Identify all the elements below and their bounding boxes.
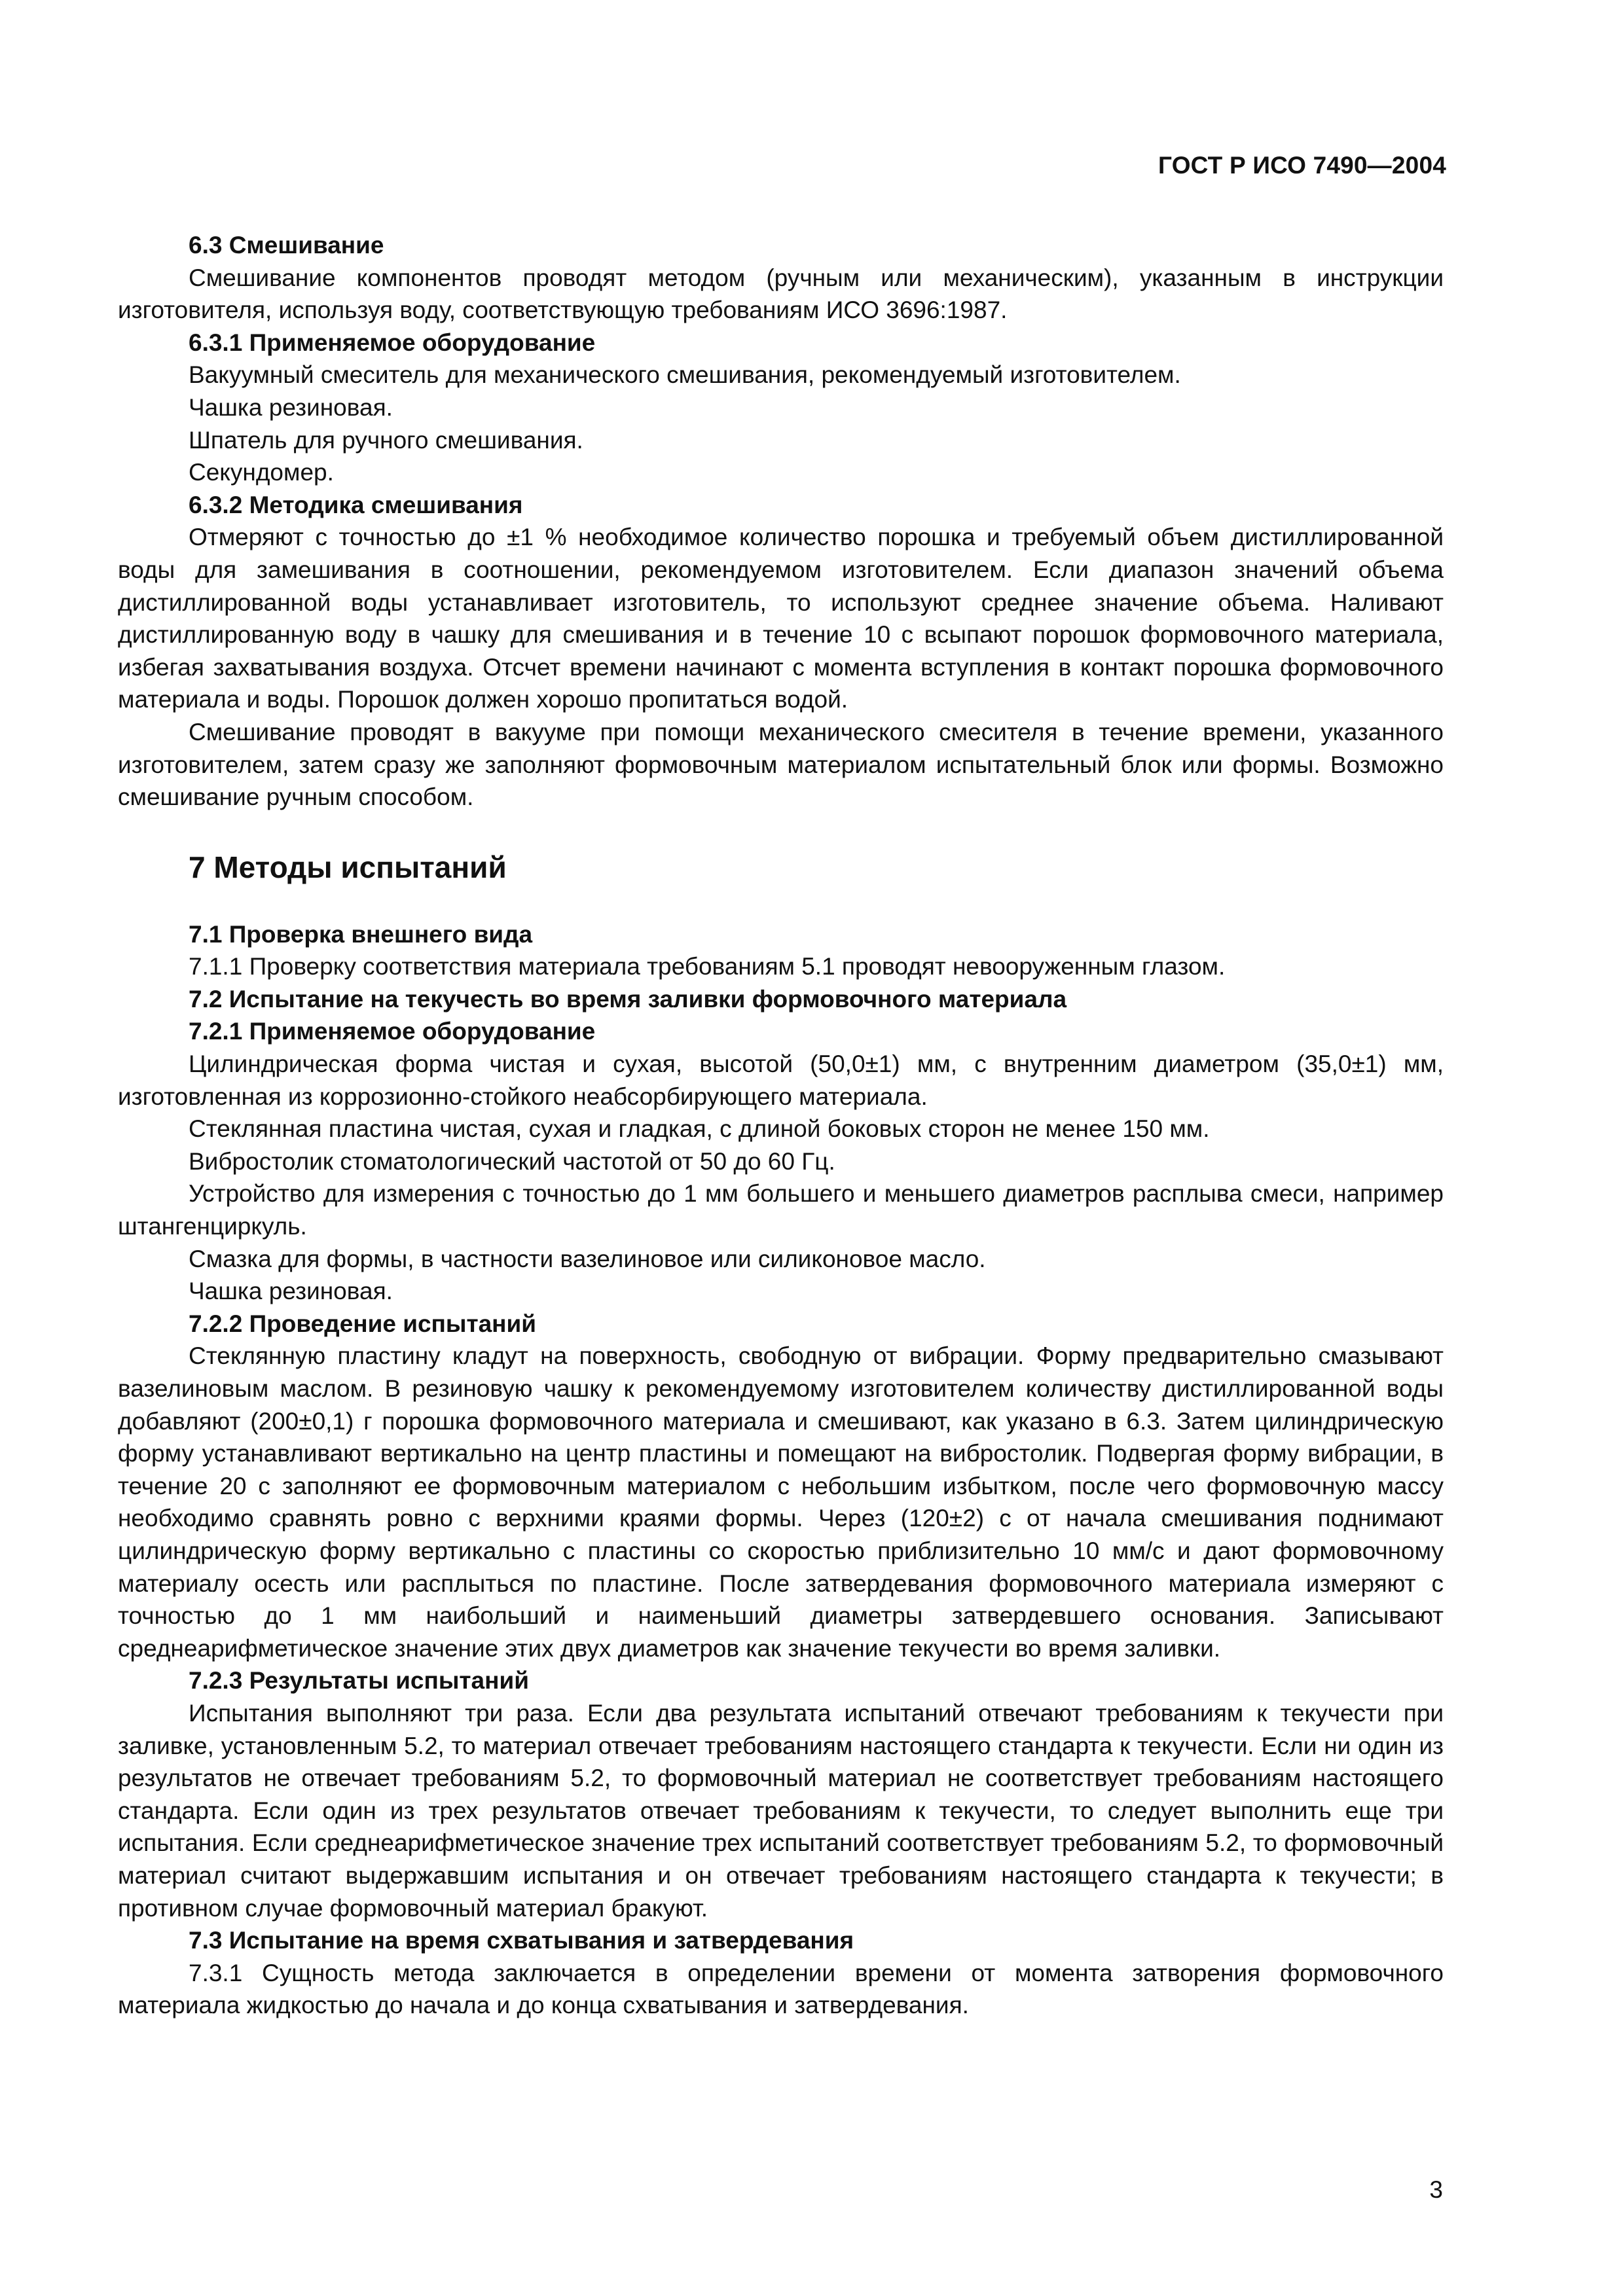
section-6-3-2-paragraph-1: Отмеряют с точностью до ±1 % необходимое количество порошка и требуемый объем дистиллированной воды для замешивания в соотношении, рекомендуемом изготовителем. Если диапазон значений объема дистиллированной воды устанавливает изготовитель, то используют среднее значение объема. Наливают дистиллированную воду в чашку для смешивания и в течение 10 с всыпают порошок формовочного материала, избегая захватывания воздуха. Отсчет времени начинают с момента вступления в контакт порошка формовочного материала и воды. Порошок должен хорошо пропитаться водой. xyxy=(118,524,1444,713)
equipment-item: Шпатель для ручного смешивания. xyxy=(189,426,583,454)
section-7-1-heading: 7.1 Проверка внешнего вида xyxy=(189,920,533,948)
equipment-item: Чашка резиновая. xyxy=(189,393,393,421)
section-7-2-1-paragraph-5: Смазка для формы, в частности вазелиновое или силиконовое масло. xyxy=(189,1245,986,1272)
section-6-3-1-heading: 6.3.1 Применяемое оборудование xyxy=(189,329,596,356)
section-7-3-heading: 7.3 Испытание на время схватывания и затвердевания xyxy=(189,1927,854,1954)
section-7-2-1-paragraph-4: Устройство для измерения с точностью до 1 мм большего и меньшего диаметров расплыва смеси, например штангенциркуль. xyxy=(118,1180,1444,1240)
section-7-2-1-heading: 7.2.1 Применяемое оборудование xyxy=(189,1018,596,1045)
section-7-2-1-paragraph-3: Вибростолик стоматологический частотой от 50 до 60 Гц. xyxy=(189,1147,835,1175)
document-header: ГОСТ Р ИСО 7490—2004 xyxy=(1158,152,1446,179)
section-7-1-1-paragraph: 7.1.1 Проверку соответствия материала требованиям 5.1 проводят невооруженным глазом. xyxy=(189,953,1226,980)
equipment-item: Секундомер. xyxy=(189,459,334,486)
section-7-2-3-heading: 7.2.3 Результаты испытаний xyxy=(189,1667,529,1695)
section-6-3-paragraph: Смешивание компонентов проводят методом (ручным или механическим), указанным в инструкции изготовителя, используя воду, соответствующую требованиям ИСО 3696:1987. xyxy=(118,264,1444,324)
section-6-3-2-heading: 6.3.2 Методика смешивания xyxy=(189,491,523,518)
section-7-2-1-paragraph-6: Чашка резиновая. xyxy=(189,1278,393,1305)
section-7-2-1-paragraph-1: Цилиндрическая форма чистая и сухая, высотой (50,0±1) мм, с внутренним диаметром (35,0±1) мм, изготовленная из коррозионно-стойкого неабсорбирующего материала. xyxy=(118,1050,1444,1110)
section-6-3-2-paragraph-2: Смешивание проводят в вакууме при помощи механического смесителя в течение времени, указанного изготовителем, затем сразу же заполняют формовочным материалом испытательный блок или формы. Возможно смешивание ручным способом. xyxy=(118,718,1444,811)
section-7-2-heading: 7.2 Испытание на текучесть во время заливки формовочного материала xyxy=(189,985,1067,1013)
page-number: 3 xyxy=(1429,2176,1443,2203)
section-7-2-1-paragraph-2: Стеклянная пластина чистая, сухая и гладкая, с длиной боковых сторон не менее 150 мм. xyxy=(189,1115,1210,1143)
equipment-item: Вакуумный смеситель для механического смешивания, рекомендуемый изготовителем. xyxy=(189,361,1181,389)
section-7-heading: 7 Методы испытаний xyxy=(189,850,507,884)
document-body xyxy=(118,229,1444,2022)
section-7-3-1-paragraph: 7.3.1 Сущность метода заключается в определении времени от момента затворения формовочного материала жидкостью до начала и до конца схватывания и затвердевания. xyxy=(118,1959,1444,2019)
section-6-3-heading: 6.3 Смешивание xyxy=(189,232,384,259)
section-7-2-3-paragraph: Испытания выполняют три раза. Если два результата испытаний отвечают требованиям к текучести при заливке, установленным 5.2, то материал отвечает требованиям настоящего стандарта к текучести. Если ни один из результатов не отвечает требованиям 5.2, то формовочный материал не соответствует требованиям настоящего стандарта. Если один из трех результатов отвечает требованиям к текучести, то следует выполнить еще три испытания. Если среднеарифметическое значение трех испытаний соответствует требованиям 5.2, то формовочный материал считают выдержавшим испытания и он отвечает требованиям настоящего стандарта к текучести; в противном случае формовочный материал бракуют. xyxy=(118,1699,1444,1922)
section-7-2-2-heading: 7.2.2 Проведение испытаний xyxy=(189,1310,537,1337)
section-7-2-2-paragraph: Стеклянную пластину кладут на поверхность, свободную от вибрации. Форму предварительно смазывают вазелиновым маслом. В резиновую чашку к рекомендуемому изготовителем количеству дистиллированной воды добавляют (200±0,1) г порошка формовочного материала и смешивают, как указано в 6.3. Затем цилиндрическую форму устанавливают вертикально на центр пластины и помещают на вибростолик. Подвергая форму вибрации, в течение 20 с заполняют ее формовочным материалом с небольшим избытком, после чего формовочную массу необходимо сравнять ровно с верхними краями формы. Через (120±2) с от начала смешивания поднимают цилиндрическую форму вертикально с пластины со скоростью приблизительно 10 мм/с и дают формовочному материалу осесть или расплыться по пластине. После затвердевания формовочного материала измеряют с точностью до 1 мм наибольший и наименьший диаметры затвердевшего основания. Записывают среднеарифметическое значение этих двух диаметров как значение текучести во время заливки. xyxy=(118,1342,1444,1662)
